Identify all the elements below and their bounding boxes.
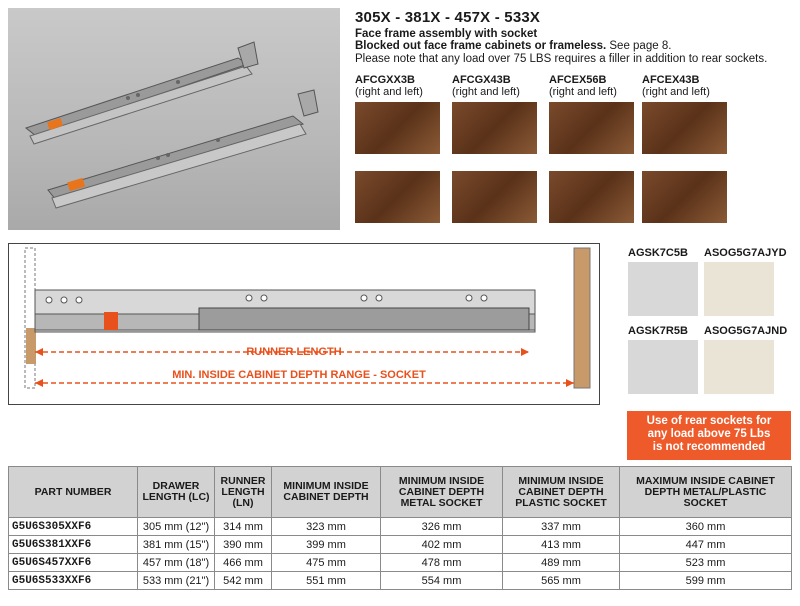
description — [355, 40, 671, 52]
bracket-code: AFCEX56B — [549, 74, 607, 86]
max-depth: 523 mm — [620, 554, 792, 572]
warning-line: is not recommended — [652, 441, 766, 453]
bracket-image — [642, 171, 727, 223]
min-depth-plastic: 565 mm — [503, 572, 620, 590]
runner-diagram — [8, 243, 600, 405]
drawer-length: 381 mm (15") — [138, 536, 215, 554]
runner-length: 466 mm — [215, 554, 272, 572]
bracket-column-4 — [642, 74, 727, 223]
table-header-row — [9, 467, 792, 518]
bracket-image — [452, 171, 537, 223]
warning-line: any load above 75 Lbs — [647, 428, 771, 440]
runner-length-label: RUNNER LENGTH — [246, 346, 342, 358]
part-number: G5U6S533XXF6 — [9, 572, 138, 590]
socket-code: ASOG5G7AJYD — [704, 247, 787, 259]
bracket-column-1 — [355, 74, 440, 223]
drawer-length: 533 mm (21") — [138, 572, 215, 590]
spec-table — [8, 466, 792, 590]
min-depth: 399 mm — [272, 536, 381, 554]
bracket-code: AFCGX43B — [452, 74, 511, 86]
part-number: G5U6S305XXF6 — [9, 518, 138, 536]
bracket-note: (right and left) — [549, 86, 617, 98]
drawer-runner-photo — [8, 8, 340, 230]
bracket-image — [549, 171, 634, 223]
min-depth-plastic: 489 mm — [503, 554, 620, 572]
bracket-note: (right and left) — [355, 86, 423, 98]
description-bold: Blocked out face frame cabinets or frameless. — [355, 40, 607, 52]
col-max-depth: MAXIMUM INSIDE CABINET DEPTH METAL/PLASTIC SOCKET — [620, 467, 792, 518]
part-number: G5U6S457XXF6 — [9, 554, 138, 572]
bracket-image — [452, 102, 537, 154]
bracket-image — [549, 102, 634, 154]
bracket-code: AFCGXX3B — [355, 74, 415, 86]
runner-length: 390 mm — [215, 536, 272, 554]
bracket-column-3 — [549, 74, 634, 223]
product-photo — [8, 8, 340, 230]
bracket-image — [355, 102, 440, 154]
col-min-depth-plastic: MINIMUM INSIDE CABINET DEPTH PLASTIC SOCKET — [503, 467, 620, 518]
col-min-depth-metal: MINIMUM INSIDE CABINET DEPTH METAL SOCKET — [381, 467, 503, 518]
page-title: 305X - 381X - 457X - 533X — [355, 9, 541, 26]
min-depth-metal: 326 mm — [381, 518, 503, 536]
subtitle: Face frame assembly with socket — [355, 28, 538, 40]
part-number: G5U6S381XXF6 — [9, 536, 138, 554]
max-depth: 599 mm — [620, 572, 792, 590]
min-depth: 475 mm — [272, 554, 381, 572]
bracket-image — [642, 102, 727, 154]
plastic-socket-image — [704, 262, 774, 316]
socket-code: AGSK7C5B — [628, 247, 688, 259]
table-row — [9, 536, 792, 554]
max-depth: 360 mm — [620, 518, 792, 536]
max-depth: 447 mm — [620, 536, 792, 554]
warning-box — [627, 411, 791, 460]
load-note: Please note that any load over 75 LBS requires a filler in addition to rear sockets. — [355, 53, 768, 65]
min-depth-metal: 554 mm — [381, 572, 503, 590]
bracket-note: (right and left) — [452, 86, 520, 98]
min-depth-plastic: 413 mm — [503, 536, 620, 554]
bracket-column-2 — [452, 74, 537, 223]
depth-range-label: MIN. INSIDE CABINET DEPTH RANGE - SOCKET — [172, 369, 426, 381]
col-runner-length: RUNNER LENGTH (LN) — [215, 467, 272, 518]
drawer-length: 457 mm (18") — [138, 554, 215, 572]
bracket-code: AFCEX43B — [642, 74, 700, 86]
bracket-note: (right and left) — [642, 86, 710, 98]
min-depth-metal: 478 mm — [381, 554, 503, 572]
runner-diagram-drawing — [9, 244, 599, 404]
table-row — [9, 518, 792, 536]
plastic-socket-image — [704, 340, 774, 394]
min-depth-metal: 402 mm — [381, 536, 503, 554]
col-min-depth: MINIMUM INSIDE CABINET DEPTH — [272, 467, 381, 518]
runner-length: 314 mm — [215, 518, 272, 536]
col-part-number: PART NUMBER — [9, 467, 138, 518]
col-drawer-length: DRAWER LENGTH (LC) — [138, 467, 215, 518]
table-row — [9, 554, 792, 572]
min-depth: 551 mm — [272, 572, 381, 590]
socket-code: AGSK7R5B — [628, 325, 688, 337]
socket-code: ASOG5G7AJND — [704, 325, 788, 337]
drawer-length: 305 mm (12") — [138, 518, 215, 536]
runner-length: 542 mm — [215, 572, 272, 590]
min-depth-plastic: 337 mm — [503, 518, 620, 536]
table-row — [9, 572, 792, 590]
warning-line: Use of rear sockets for — [646, 415, 772, 427]
description-ref: See page 8. — [606, 40, 672, 52]
min-depth: 323 mm — [272, 518, 381, 536]
metal-socket-image — [628, 340, 698, 394]
bracket-image — [355, 171, 440, 223]
metal-socket-image — [628, 262, 698, 316]
